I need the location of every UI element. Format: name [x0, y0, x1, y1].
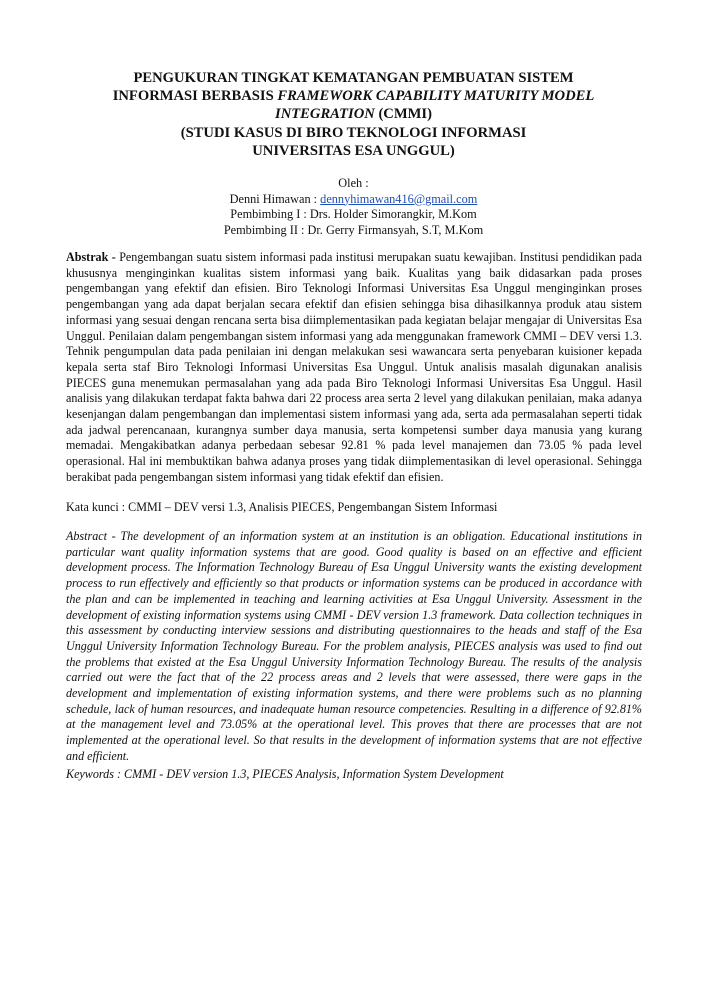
abstract-indonesian	[66, 250, 642, 486]
abstract-indonesian-text: Pengembangan suatu sistem informasi pada institusi merupakan suatu kewajiban. Institusi pendidikan pada khususnya menginginkan kualitas sistem informasi yang baik. Kualitas yang baik didasarkan pada proses pengembangan yang efektif dan efisien. Biro Teknologi Informasi Universitas Esa Unggul menginginkan proses pengembangan yang ada dapat berjalan secara efektif dan efisien sehingga bisa dihasilkannya produk atau sistem informasi yang sesuai dengan rencana serta bisa diimplementasikan pada kegiatan belajar mengajar di Universitas Esa Unggul. Penilaian dalam pengembangan sistem informasi yang ada menggunakan framework CMMI – DEV versi 1.3. Tehnik pengumpulan data pada penilaian ini dengan melakukan sesi wawancara serta penyebaran kuisioner kepada kepala serta staf Biro Teknologi Informasi Universitas Esa Unggul. Untuk analisis masalah digunakan analisis PIECES guna menemukan permasalahan yang ada pada Biro Teknologi Informasi Universitas Esa Unggul. Hasil analisis yang dilakukan terdapat fakta bahwa dari 22 process area serta 2 level yang dilakukan penilaian, maka adanya kesenjangan dalam pengembangan dan implementasi sistem informasi yang ada, serta ada permasalahan seperti tidak ada jadwal perencanaan, kurangnya sumber daya manusia, serta kompetensi sumber daya manusia yang kurang memadai. Mengakibatkan adanya perbedaan sebesar 92.81 % pada level manajemen dan 73.05 % pada level operasional. Hal ini membuktikan bahwa adanya proses yang tidak diimplementasikan di level operasional. Sehingga berakibat pada pengembangan sistem informasi yang tidak efektif dan efisien.	[66, 250, 642, 484]
title-line-5: UNIVERSITAS ESA UNGGUL)	[252, 142, 455, 159]
by-label: Oleh :	[338, 176, 369, 190]
abstract-english	[66, 529, 642, 765]
author-block	[60, 176, 647, 238]
title-line-3-suffix: (CMMI)	[374, 106, 432, 123]
title-line-2-italic: FRAMEWORK CAPABILITY MATURITY MODEL	[277, 88, 595, 105]
author-line	[60, 192, 647, 208]
abstract-english-label: Abstract -	[66, 529, 116, 543]
author-name: Denni Himawan :	[229, 191, 321, 206]
title-line-3-italic: INTEGRATION	[275, 106, 375, 123]
title-line-1: PENGUKURAN TINGKAT KEMATANGAN PEMBUATAN SISTEM	[133, 70, 574, 86]
title-line-2	[60, 87, 647, 105]
author-email-link[interactable]: dennyhimawan416@gmail.com	[320, 191, 478, 206]
paper-title	[60, 69, 647, 160]
advisor-2: Pembimbing II : Dr. Gerry Firmansyah, S.T, M.Kom	[223, 222, 484, 237]
abstract-english-text: The development of an information system at an institution is an obligation. Educational institutions in particular want quality information systems that are good. Good quality is based on an effective and efficient development process. The Information Technology Bureau of Esa Unggul University wants the existing development process to run effectively and efficiently so that products or information systems can be produced in accordance with the plan and can be implemented in teaching and learning activities at Esa Unggul University. Assessment in the development of existing information systems using CMMI - DEV version 1.3 framework. Data collection techniques in this assessment by conducting interview sessions and distributing questionnaires to the heads and staff of the Esa Unggul University Information Technology Bureau. For the problem analysis, PIECES analysis was used to find out the problems that existed at the Esa Unggul University Information Technology Bureau. The results of the analysis carried out were the fact that of the 22 process areas and 2 levels that were assessed, there were gaps in the development and implementation of existing information systems, and there were problems such as no planning schedule, lack of human resources, and inadequate human resource competencies. Resulting in a difference of 92.81% at the management level and 73.05% at the operational level. This proves that there are processes that are not implemented at the operational level. So that results in the development of information systems that are not effective and efficient.	[66, 529, 642, 763]
keywords-indonesian: Kata kunci : CMMI – DEV versi 1.3, Analisis PIECES, Pengembangan Sistem Informasi	[66, 500, 498, 514]
title-line-3	[60, 105, 647, 123]
abstract-indonesian-label: Abstrak -	[66, 250, 116, 264]
advisor-1: Pembimbing I : Drs. Holder Simorangkir, M.Kom	[230, 207, 477, 221]
title-line-4: (STUDI KASUS DI BIRO TEKNOLOGI INFORMASI	[180, 124, 527, 141]
title-line-2-prefix: INFORMASI BERBASIS	[112, 88, 278, 105]
keywords-english: Keywords : CMMI - DEV version 1.3, PIECES Analysis, Information System Development	[66, 767, 504, 781]
